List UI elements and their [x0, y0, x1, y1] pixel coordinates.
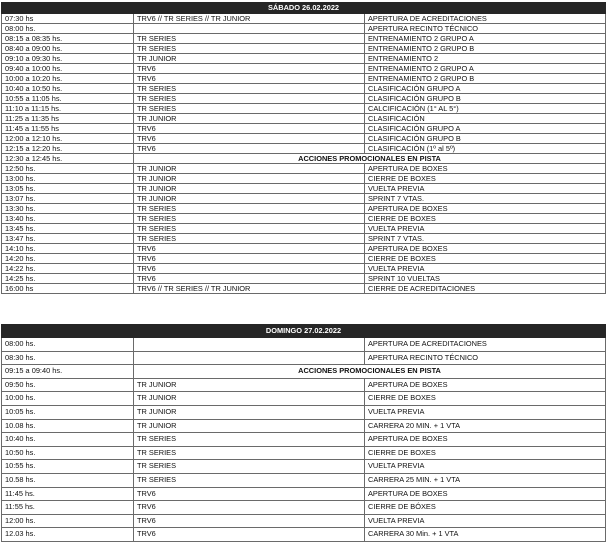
category-cell: TR JUNIOR	[134, 114, 365, 124]
category-cell	[134, 24, 365, 34]
activity-cell: APERTURA DE ACREDITACIONES	[365, 14, 606, 24]
sunday-schedule-table	[1, 324, 606, 542]
schedule-row	[2, 24, 606, 34]
sunday-schedule-body	[2, 325, 606, 542]
time-cell: 12:15 a 12:20 hs.	[2, 144, 134, 154]
activity-cell: VUELTA PREVIA	[365, 184, 606, 194]
span-cell: ACCIONES PROMOCIONALES EN PISTA	[134, 365, 606, 379]
activity-cell: CARRERA 20 MIN. + 1 VTA	[365, 419, 606, 433]
saturday-schedule-table	[1, 2, 606, 294]
time-cell: 14:10 hs.	[2, 244, 134, 254]
activity-cell: APERTURA RECINTO TÉCNICO	[365, 351, 606, 365]
activity-cell: CIERRE DE BÓXES	[365, 501, 606, 515]
schedule-row	[2, 274, 606, 284]
time-cell: 14:20 hs.	[2, 254, 134, 264]
activity-cell: CIERRE DE BOXES	[365, 446, 606, 460]
category-cell: TR JUNIOR	[134, 405, 365, 419]
schedule-row	[2, 405, 606, 419]
schedule-row	[2, 254, 606, 264]
time-cell: 11:55 hs.	[2, 501, 134, 515]
category-cell: TR JUNIOR	[134, 164, 365, 174]
time-cell: 13:05 hs.	[2, 184, 134, 194]
time-cell: 11:45 hs.	[2, 487, 134, 501]
schedule-row	[2, 54, 606, 64]
schedule-row	[2, 194, 606, 204]
time-cell: 13:00 hs.	[2, 174, 134, 184]
time-cell: 13:30 hs.	[2, 204, 134, 214]
time-cell: 08:30 hs.	[2, 351, 134, 365]
time-cell: 16:00 hs	[2, 284, 134, 294]
schedule-row	[2, 351, 606, 365]
activity-cell: ENTRENAMIENTO 2 GRUPO B	[365, 74, 606, 84]
schedule-row	[2, 244, 606, 254]
category-cell: TR SERIES	[134, 234, 365, 244]
activity-cell: APERTURA DE BOXES	[365, 244, 606, 254]
schedule-row	[2, 528, 606, 542]
activity-cell: CIERRE DE ACREDITACIONES	[365, 284, 606, 294]
category-cell: TR SERIES	[134, 433, 365, 447]
time-cell: 12:50 hs.	[2, 164, 134, 174]
time-cell: 10:55 hs.	[2, 460, 134, 474]
schedule-row	[2, 134, 606, 144]
activity-cell: CLASIFICACIÓN (1º al 5º)	[365, 144, 606, 154]
time-cell: 10:40 a 10:50 hs.	[2, 84, 134, 94]
category-cell: TR JUNIOR	[134, 194, 365, 204]
category-cell: TRV6	[134, 501, 365, 515]
category-cell: TR SERIES	[134, 204, 365, 214]
activity-cell: APERTURA RECINTO TÉCNICO	[365, 24, 606, 34]
category-cell: TR SERIES	[134, 224, 365, 234]
category-cell: TRV6	[134, 528, 365, 542]
category-cell: TRV6	[134, 274, 365, 284]
activity-cell: CALCIFICACIÓN (1° AL 5°)	[365, 104, 606, 114]
time-cell: 10:50 hs.	[2, 446, 134, 460]
activity-cell: ENTRENAMIENTO 2 GRUPO A	[365, 64, 606, 74]
category-cell: TRV6	[134, 264, 365, 274]
saturday-header: SÁBADO 26.02.2022	[2, 3, 606, 14]
activity-cell: ENTRENAMIENTO 2 GRUPO B	[365, 44, 606, 54]
category-cell: TRV6	[134, 487, 365, 501]
time-cell: 10:00 a 10:20 hs.	[2, 74, 134, 84]
time-cell: 08:00 hs.	[2, 24, 134, 34]
category-cell: TR JUNIOR	[134, 419, 365, 433]
time-cell: 11:25 a 11:35 hs	[2, 114, 134, 124]
schedule-row	[2, 64, 606, 74]
time-cell: 13:45 hs.	[2, 224, 134, 234]
category-cell: TR SERIES	[134, 460, 365, 474]
activity-cell: CLASIFICACIÓN GRUPO B	[365, 94, 606, 104]
time-cell: 14:25 hs.	[2, 274, 134, 284]
schedule-row	[2, 114, 606, 124]
time-cell: 11:45 a 11:55 hs	[2, 124, 134, 134]
category-cell	[134, 338, 365, 352]
activity-cell: APERTURA DE BOXES	[365, 378, 606, 392]
schedule-row	[2, 365, 606, 379]
schedule-row	[2, 378, 606, 392]
time-cell: 12:00 a 12:10 hs.	[2, 134, 134, 144]
activity-cell: APERTURA DE BOXES	[365, 164, 606, 174]
activity-cell: SPRINT 10 VUELTAS	[365, 274, 606, 284]
activity-cell: ENTRENAMIENTO 2	[365, 54, 606, 64]
schedule-row	[2, 104, 606, 114]
category-cell: TR SERIES	[134, 473, 365, 487]
category-cell: TRV6 // TR SERIES // TR JUNIOR	[134, 14, 365, 24]
schedule-row	[2, 433, 606, 447]
category-cell: TR SERIES	[134, 84, 365, 94]
category-cell: TR SERIES	[134, 104, 365, 114]
time-cell: 12.03 hs.	[2, 528, 134, 542]
time-cell: 09:15 a 09:40 hs.	[2, 365, 134, 379]
category-cell: TRV6	[134, 124, 365, 134]
schedule-row	[2, 419, 606, 433]
category-cell: TR JUNIOR	[134, 184, 365, 194]
schedule-row	[2, 214, 606, 224]
schedule-row	[2, 84, 606, 94]
activity-cell: APERTURA DE ACREDITACIONES	[365, 338, 606, 352]
schedule-row	[2, 94, 606, 104]
category-cell: TR JUNIOR	[134, 378, 365, 392]
schedule-row	[2, 264, 606, 274]
activity-cell: CIERRE DE BOXES	[365, 174, 606, 184]
schedule-row	[2, 74, 606, 84]
activity-cell: VUELTA PREVIA	[365, 460, 606, 474]
schedule-row	[2, 144, 606, 154]
category-cell: TRV6	[134, 74, 365, 84]
time-cell: 12:00 hs.	[2, 514, 134, 528]
category-cell: TRV6	[134, 514, 365, 528]
category-cell: TR SERIES	[134, 446, 365, 460]
time-cell: 10:00 hs.	[2, 392, 134, 406]
category-cell: TR SERIES	[134, 214, 365, 224]
category-cell: TRV6	[134, 64, 365, 74]
schedule-row	[2, 338, 606, 352]
activity-cell: APERTURA DE BOXES	[365, 487, 606, 501]
schedule-row	[2, 164, 606, 174]
time-cell: 13:47 hs.	[2, 234, 134, 244]
schedule-row	[2, 154, 606, 164]
time-cell: 10:55 a 11:05 hs.	[2, 94, 134, 104]
category-cell: TR SERIES	[134, 94, 365, 104]
schedule-row	[2, 204, 606, 214]
schedule-row	[2, 44, 606, 54]
schedule-row	[2, 174, 606, 184]
schedule-row	[2, 446, 606, 460]
schedule-row	[2, 234, 606, 244]
schedule-row	[2, 487, 606, 501]
activity-cell: CIERRE DE BOXES	[365, 214, 606, 224]
time-cell: 09:50 hs.	[2, 378, 134, 392]
category-cell: TRV6	[134, 134, 365, 144]
activity-cell: VUELTA PREVIA	[365, 514, 606, 528]
sunday-header-row	[2, 325, 606, 338]
saturday-header-row	[2, 3, 606, 14]
time-cell: 11:10 a 11:15 hs.	[2, 104, 134, 114]
sunday-header: DOMINGO 27.02.2022	[2, 325, 606, 338]
activity-cell: VUELTA PREVIA	[365, 224, 606, 234]
category-cell: TRV6 // TR SERIES // TR JUNIOR	[134, 284, 365, 294]
time-cell: 12:30 a 12:45 hs.	[2, 154, 134, 164]
schedule-row	[2, 184, 606, 194]
category-cell: TR SERIES	[134, 44, 365, 54]
schedule-row	[2, 34, 606, 44]
schedule-row	[2, 501, 606, 515]
category-cell: TRV6	[134, 144, 365, 154]
schedule-row	[2, 284, 606, 294]
activity-cell: CIERRE DE BOXES	[365, 254, 606, 264]
schedule-row	[2, 14, 606, 24]
time-cell: 07:30 hs	[2, 14, 134, 24]
activity-cell: CLASIFICACIÓN GRUPO A	[365, 124, 606, 134]
activity-cell: APERTURA DE BOXES	[365, 433, 606, 447]
schedule-row	[2, 124, 606, 134]
activity-cell: CLASIFICACIÓN GRUPO A	[365, 84, 606, 94]
time-cell: 08:00 hs.	[2, 338, 134, 352]
activity-cell: CLASIFICACIÓN GRUPO B	[365, 134, 606, 144]
activity-cell: CIERRE DE BOXES	[365, 392, 606, 406]
time-cell: 14:22 hs.	[2, 264, 134, 274]
saturday-schedule-body	[2, 3, 606, 294]
schedule-row	[2, 514, 606, 528]
category-cell: TR JUNIOR	[134, 174, 365, 184]
activity-cell: CARRERA 25 MIN. + 1 VTA	[365, 473, 606, 487]
schedule-row	[2, 460, 606, 474]
activity-cell: SPRINT 7 VTAS.	[365, 194, 606, 204]
activity-cell: APERTURA DE BOXES	[365, 204, 606, 214]
time-cell: 10:05 hs.	[2, 405, 134, 419]
activity-cell: VUELTA PREVIA	[365, 264, 606, 274]
category-cell: TR JUNIOR	[134, 392, 365, 406]
time-cell: 09:40 a 10:00 hs.	[2, 64, 134, 74]
time-cell: 10.08 hs.	[2, 419, 134, 433]
time-cell: 09:10 a 09:30 hs.	[2, 54, 134, 64]
category-cell: TRV6	[134, 254, 365, 264]
activity-cell: ENTRENAMIENTO 2 GRUPO A	[365, 34, 606, 44]
schedule-row	[2, 224, 606, 234]
time-cell: 08:15 a 08:35 hs.	[2, 34, 134, 44]
time-cell: 08:40 a 09:00 hs.	[2, 44, 134, 54]
time-cell: 10:40 hs.	[2, 433, 134, 447]
schedule-row	[2, 473, 606, 487]
category-cell	[134, 351, 365, 365]
activity-cell: VUELTA PREVIA	[365, 405, 606, 419]
activity-cell: SPRINT 7 VTAS.	[365, 234, 606, 244]
time-cell: 13:07 hs.	[2, 194, 134, 204]
span-cell: ACCIONES PROMOCIONALES EN PISTA	[134, 154, 606, 164]
schedule-row	[2, 392, 606, 406]
category-cell: TR SERIES	[134, 34, 365, 44]
category-cell: TRV6	[134, 244, 365, 254]
activity-cell: CARRERA 30 Min. + 1 VTA	[365, 528, 606, 542]
time-cell: 13:40 hs.	[2, 214, 134, 224]
time-cell: 10.58 hs.	[2, 473, 134, 487]
activity-cell: CLASIFICACIÓN	[365, 114, 606, 124]
category-cell: TR JUNIOR	[134, 54, 365, 64]
